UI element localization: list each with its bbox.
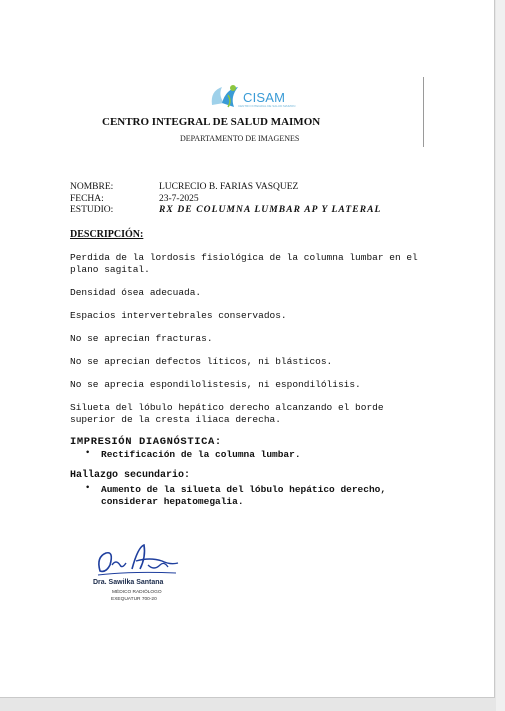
description-paragraph: No se aprecian defectos líticos, ni blásticos. — [70, 356, 333, 367]
margin-divider — [423, 77, 424, 147]
signature-exequatur: EXEQUATUR 700-20 — [111, 597, 157, 602]
logo-text: CISAM — [243, 90, 286, 105]
bullet-icon: • — [86, 483, 90, 493]
department-name: DEPARTAMENTO DE IMAGENES — [180, 134, 300, 143]
bullet-icon: • — [86, 448, 90, 458]
description-paragraph: Densidad ósea adecuada. — [70, 287, 202, 298]
secondary-item: Aumento de la silueta del lóbulo hepático derecho, considerar hepatomegalia. — [101, 484, 387, 507]
name-label: NOMBRE: — [70, 182, 114, 192]
description-paragraph: Espacios intervertebrales conservados. — [70, 310, 287, 321]
date-value: 23-7-2025 — [159, 194, 199, 204]
description-paragraph: No se aprecian fracturas. — [70, 333, 213, 344]
impression-heading: IMPRESIÓN DIAGNÓSTICA: — [70, 436, 222, 448]
signature-icon — [92, 543, 180, 579]
description-paragraph: Silueta del lóbulo hepático derecho alcanzando el borde superior de la cresta iliaca derecha. — [70, 402, 384, 425]
secondary-heading: Hallazgo secundario: — [70, 470, 191, 481]
impression-item: Rectificación de la columna lumbar. — [101, 449, 301, 460]
description-paragraph: No se aprecia espondilolistesis, ni espondilólisis. — [70, 379, 361, 390]
center-name: CENTRO INTEGRAL DE SALUD MAIMON — [102, 116, 321, 128]
name-value: LUCRECIO B. FARIAS VASQUEZ — [159, 182, 299, 192]
description-heading: DESCRIPCIÓN: — [70, 229, 144, 240]
signature-title: MÉDICO RADIÓLOGO — [112, 590, 162, 595]
signature-name: Dra. Sawilka Santana — [93, 579, 164, 586]
logo-subtext: CENTRO INTEGRAL DE SALUD MAIMON — [238, 104, 296, 108]
description-paragraph: Perdida de la lordosis fisiológica de la columna lumbar en el plano sagital. — [70, 252, 418, 275]
vertical-scrollbar[interactable] — [496, 0, 505, 711]
date-label: FECHA: — [70, 194, 104, 204]
study-label: ESTUDIO: — [70, 205, 114, 215]
study-value: RX DE COLUMNA LUMBAR AP Y LATERAL — [159, 205, 382, 215]
